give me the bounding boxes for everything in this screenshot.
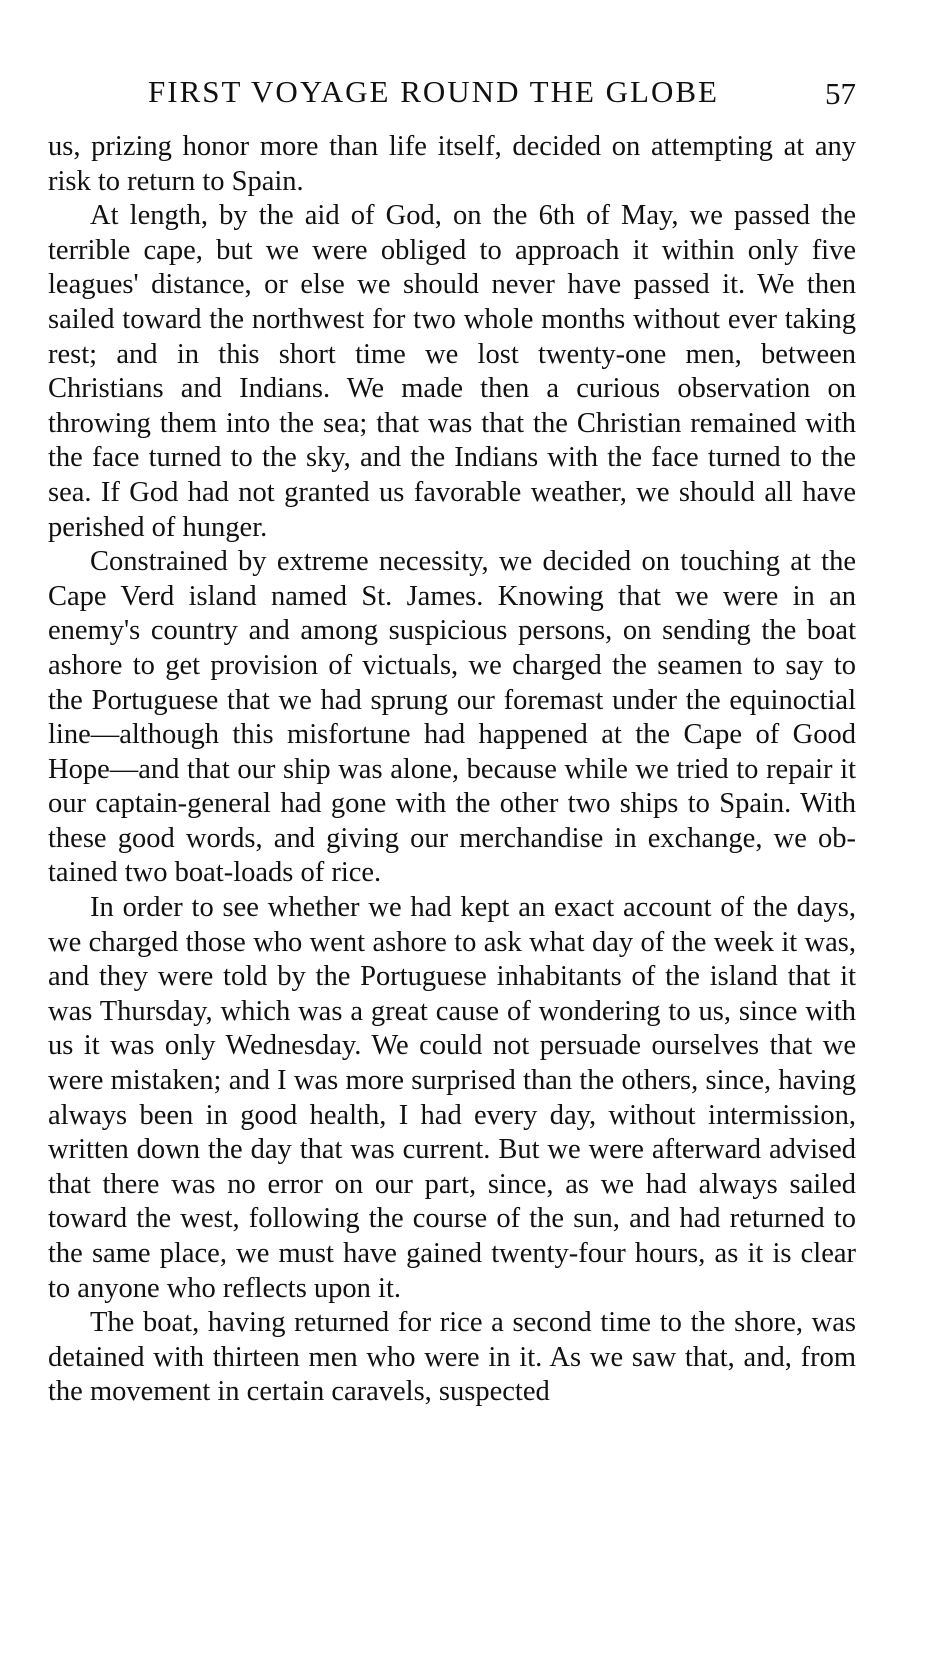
paragraph-day-reckoning: In order to see whether we had kept an exact account of the days, we charged those who went ashore to ask what day of the week it was, and they were told by the Portuguese inhabitants of the island that it was Thursday, which was a great cause of wondering to us, since with us it was only Wednesday. We could not persuade ourselves that we were mistaken; and I was more surprised than the others, since, having always been in good health, I had every day, without intermission, written down the day that was current. But we were afterward advised that there was no error on our part, since, as we had always sailed toward the west, following the course of the sun, and had returned to the same place, we must have gained twenty-four hours, as it is clear to anyone who reflects upon it. [48, 892, 856, 1304]
running-title: FIRST VOYAGE ROUND THE GLOBE [148, 74, 719, 109]
paragraph-continued: us, prizing honor more than life itself, decided on attempting at any risk to return to Spain. [48, 131, 856, 197]
paragraph-cape-verd: Constrained by extreme necessity, we decided on touching at the Cape Verd island named St. James. Knowing that we were in an enemy's country and among suspicious persons, on sending the boat ashore to get provision of victuals, we charged the seamen to say to the Portuguese that we had sprung our foremast under the equinoctial line—although this misfortune had happened at the Cape of Good Hope—and that our ship was alone, because while we tried to repair it our captain-general had gone with the other two ships to Spain. With these good words, and giving our merchandise in exchange, we obtained two boat-loads of rice. [48, 546, 856, 889]
body-text [48, 130, 856, 1410]
paragraph-terrible-cape: At length, by the aid of God, on the 6th of May, we passed the terrible cape, but we were obliged to approach it within only five leagues' distance, or else we should never have passed it. We then sailed toward the northwest for two whole months without ever taking rest; and in this short time we lost twenty-one men, between Christians and Indians. We made then a curious observation on throwing them into the sea; that was that the Christian remained with the face turned to the sky, and the Indians with the face turned to the sea. If God had not granted us favorable weather, we should all have perished of hunger. [48, 200, 856, 543]
running-head [48, 70, 856, 114]
paragraph-boat-detained: The boat, having returned for rice a second time to the shore, was detained with thirteen men who were in it. As we saw that, and, from the movement in certain caravels, suspected [48, 1307, 856, 1408]
page-number: 57 [825, 76, 856, 111]
